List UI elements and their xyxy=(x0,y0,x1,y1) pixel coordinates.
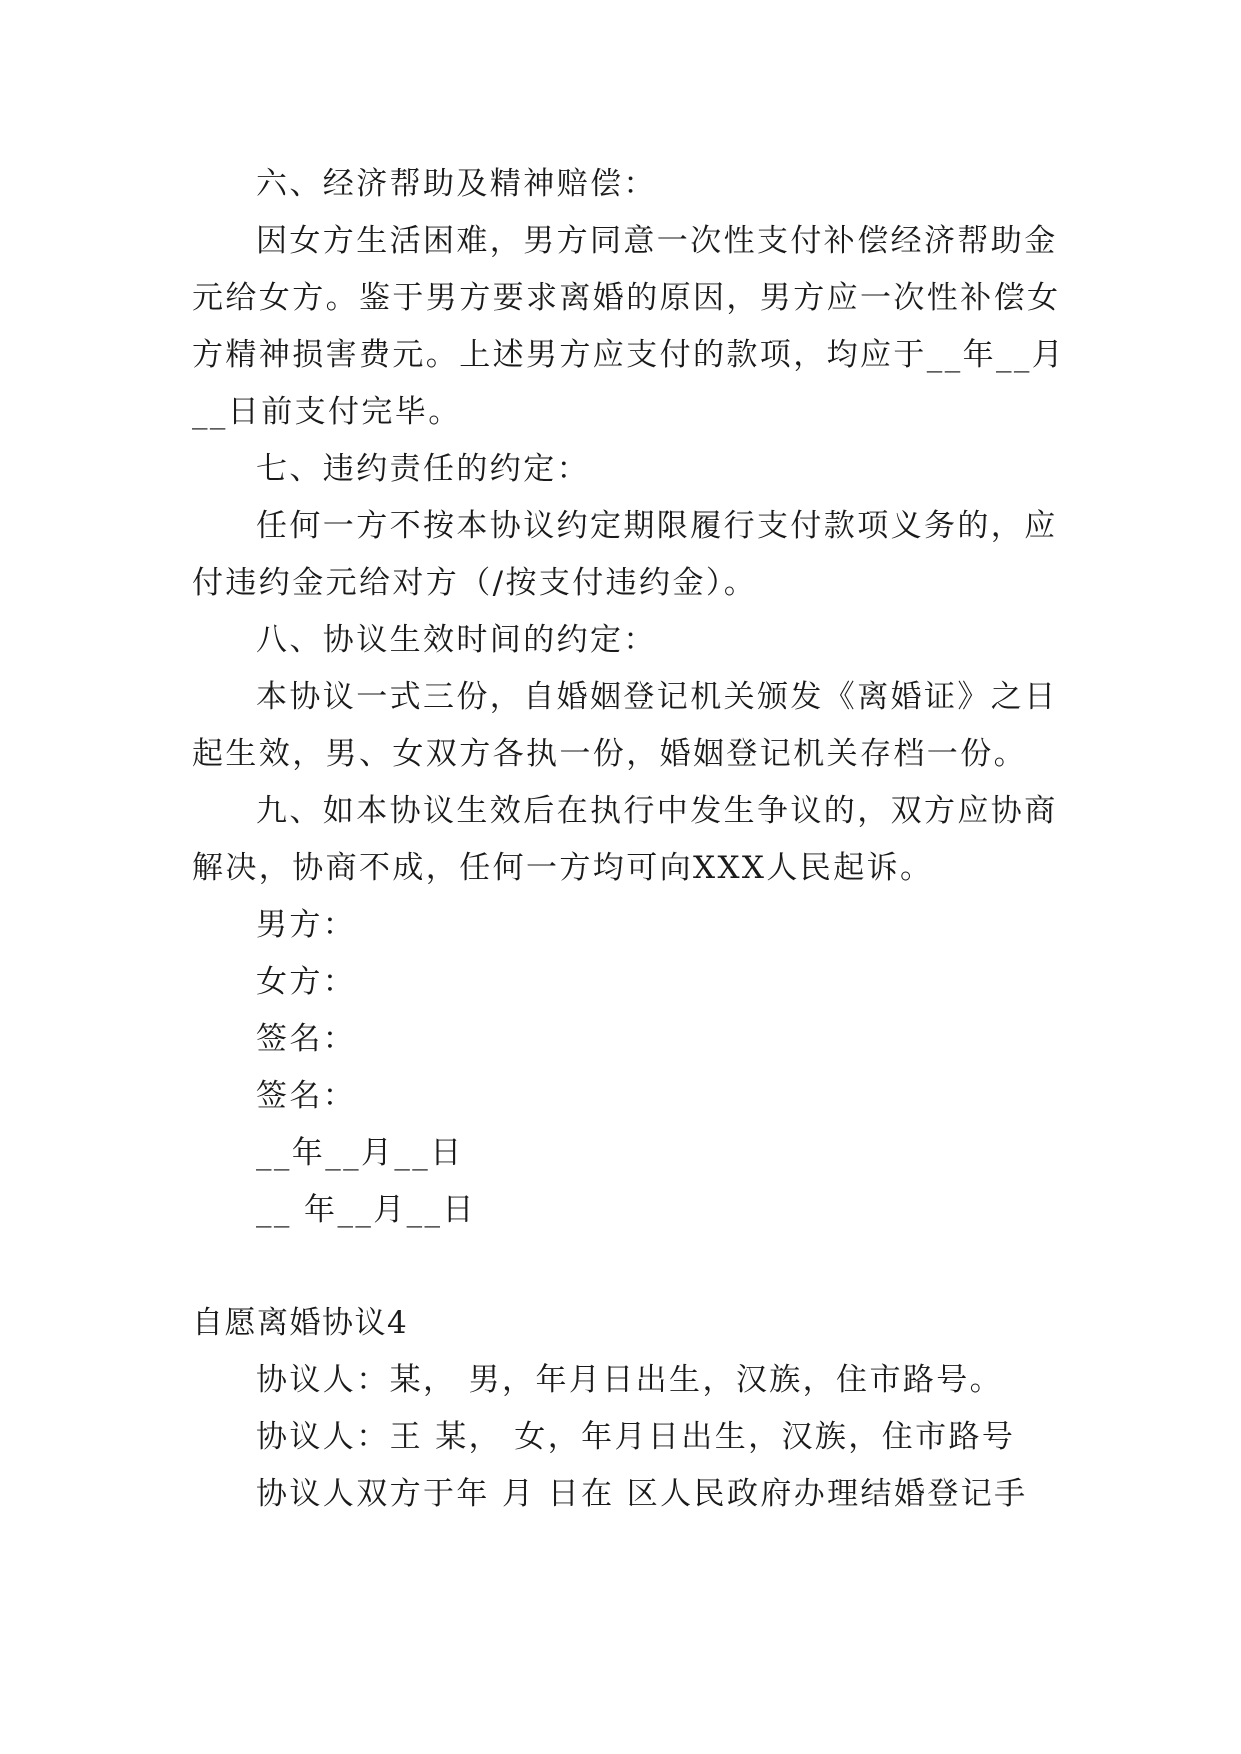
date-line: __年__月__日 xyxy=(256,1135,464,1171)
paragraph-line: 起生效，男、女双方各执一份，婚姻登记机关存档一份。 xyxy=(192,736,1027,772)
wife-label: 女方： xyxy=(256,964,357,1000)
section-heading-disputes: 九、如本协议生效后在执行中发生争议的，双方应协商 xyxy=(256,793,1058,829)
paragraph-line: 元给女方。鉴于男方要求离婚的原因，男方应一次性补偿女 xyxy=(192,280,1061,316)
paragraph-line: 解决，协商不成，任何一方均可向XXX人民起诉。 xyxy=(192,850,934,886)
paragraph-line: 付违约金元给对方（/按支付违约金）。 xyxy=(192,565,758,601)
party-line: 协议人：某， 男，年月日出生，汉族，住市路号。 xyxy=(256,1362,1004,1398)
paragraph-line: 本协议一式三份，自婚姻登记机关颁发《离婚证》之日 xyxy=(256,679,1058,715)
paragraph-line: 协议人双方于年 月 日在 区人民政府办理结婚登记手 xyxy=(256,1476,1028,1512)
paragraph-line: 因女方生活困难，男方同意一次性支付补偿经济帮助金 xyxy=(256,223,1058,259)
paragraph-line: 任何一方不按本协议约定期限履行支付款项义务的，应 xyxy=(256,508,1058,544)
party-line: 协议人：王 某， 女，年月日出生，汉族，住市路号 xyxy=(256,1419,1016,1455)
section-heading-breach-liability: 七、违约责任的约定： xyxy=(256,451,590,487)
signature-label: 签名： xyxy=(256,1078,357,1114)
agreement-title: 自愿离婚协议4 xyxy=(192,1305,409,1341)
date-line: __ 年__月__日 xyxy=(256,1192,476,1228)
section-heading-effective-date: 八、协议生效时间的约定： xyxy=(256,622,657,658)
husband-label: 男方： xyxy=(256,907,357,943)
signature-label: 签名： xyxy=(256,1021,357,1057)
section-heading-financial-aid: 六、经济帮助及精神赔偿： xyxy=(256,166,657,202)
paragraph-line: __日前支付完毕。 xyxy=(192,394,462,430)
paragraph-line: 方精神损害费元。上述男方应支付的款项，均应于__年__月 xyxy=(192,337,1066,373)
